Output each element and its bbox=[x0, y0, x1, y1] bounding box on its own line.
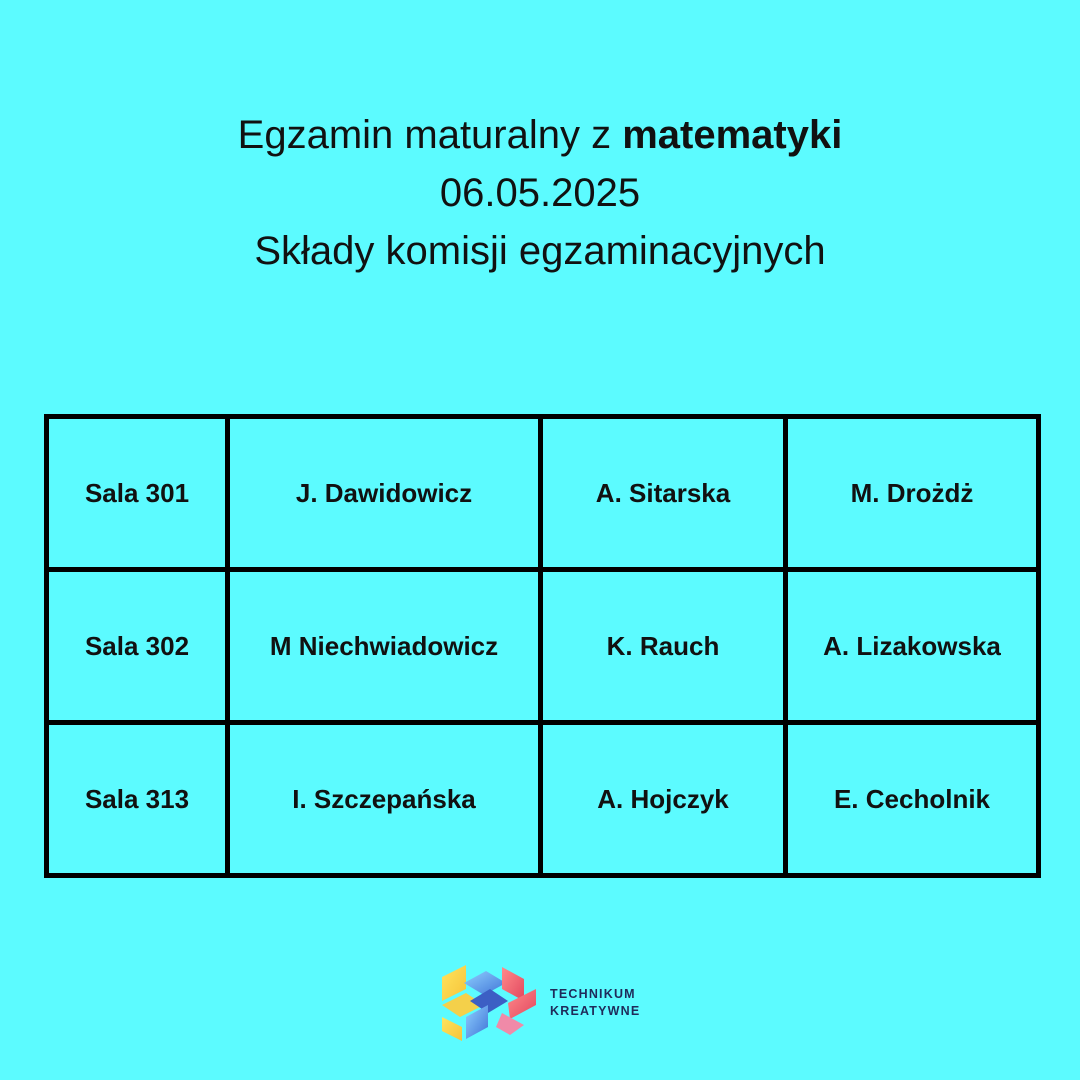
school-logo bbox=[440, 965, 640, 1041]
logo-line-1: TECHNIKUM bbox=[550, 987, 636, 1001]
member-cell: A. Sitarska bbox=[541, 417, 786, 570]
technikum-kreatywne-logo-icon bbox=[440, 965, 538, 1041]
table-row bbox=[47, 723, 1039, 876]
room-cell: Sala 302 bbox=[47, 570, 228, 723]
title-prefix: Egzamin maturalny z bbox=[237, 113, 623, 157]
member-cell: K. Rauch bbox=[541, 570, 786, 723]
logo-text bbox=[550, 986, 640, 1020]
member-cell: I. Szczepańska bbox=[228, 723, 541, 876]
table-row bbox=[47, 570, 1039, 723]
member-cell: A. Hojczyk bbox=[541, 723, 786, 876]
logo-line-2: KREATYWNE bbox=[550, 1004, 641, 1018]
room-cell: Sala 301 bbox=[47, 417, 228, 570]
title-subject: matematyki bbox=[622, 113, 843, 157]
member-cell: E. Cecholnik bbox=[786, 723, 1039, 876]
member-cell: A. Lizakowska bbox=[786, 570, 1039, 723]
committee-table bbox=[44, 414, 1041, 878]
exam-date: 06.05.2025 bbox=[439, 171, 641, 215]
table-row bbox=[47, 417, 1039, 570]
member-cell: M Niechwiadowicz bbox=[228, 570, 541, 723]
member-cell: M. Drożdż bbox=[786, 417, 1039, 570]
header bbox=[0, 106, 1080, 280]
member-cell: J. Dawidowicz bbox=[228, 417, 541, 570]
page-title bbox=[0, 106, 1080, 164]
room-cell: Sala 313 bbox=[47, 723, 228, 876]
page-subtitle: Składy komisji egzaminacyjnych bbox=[254, 229, 826, 273]
